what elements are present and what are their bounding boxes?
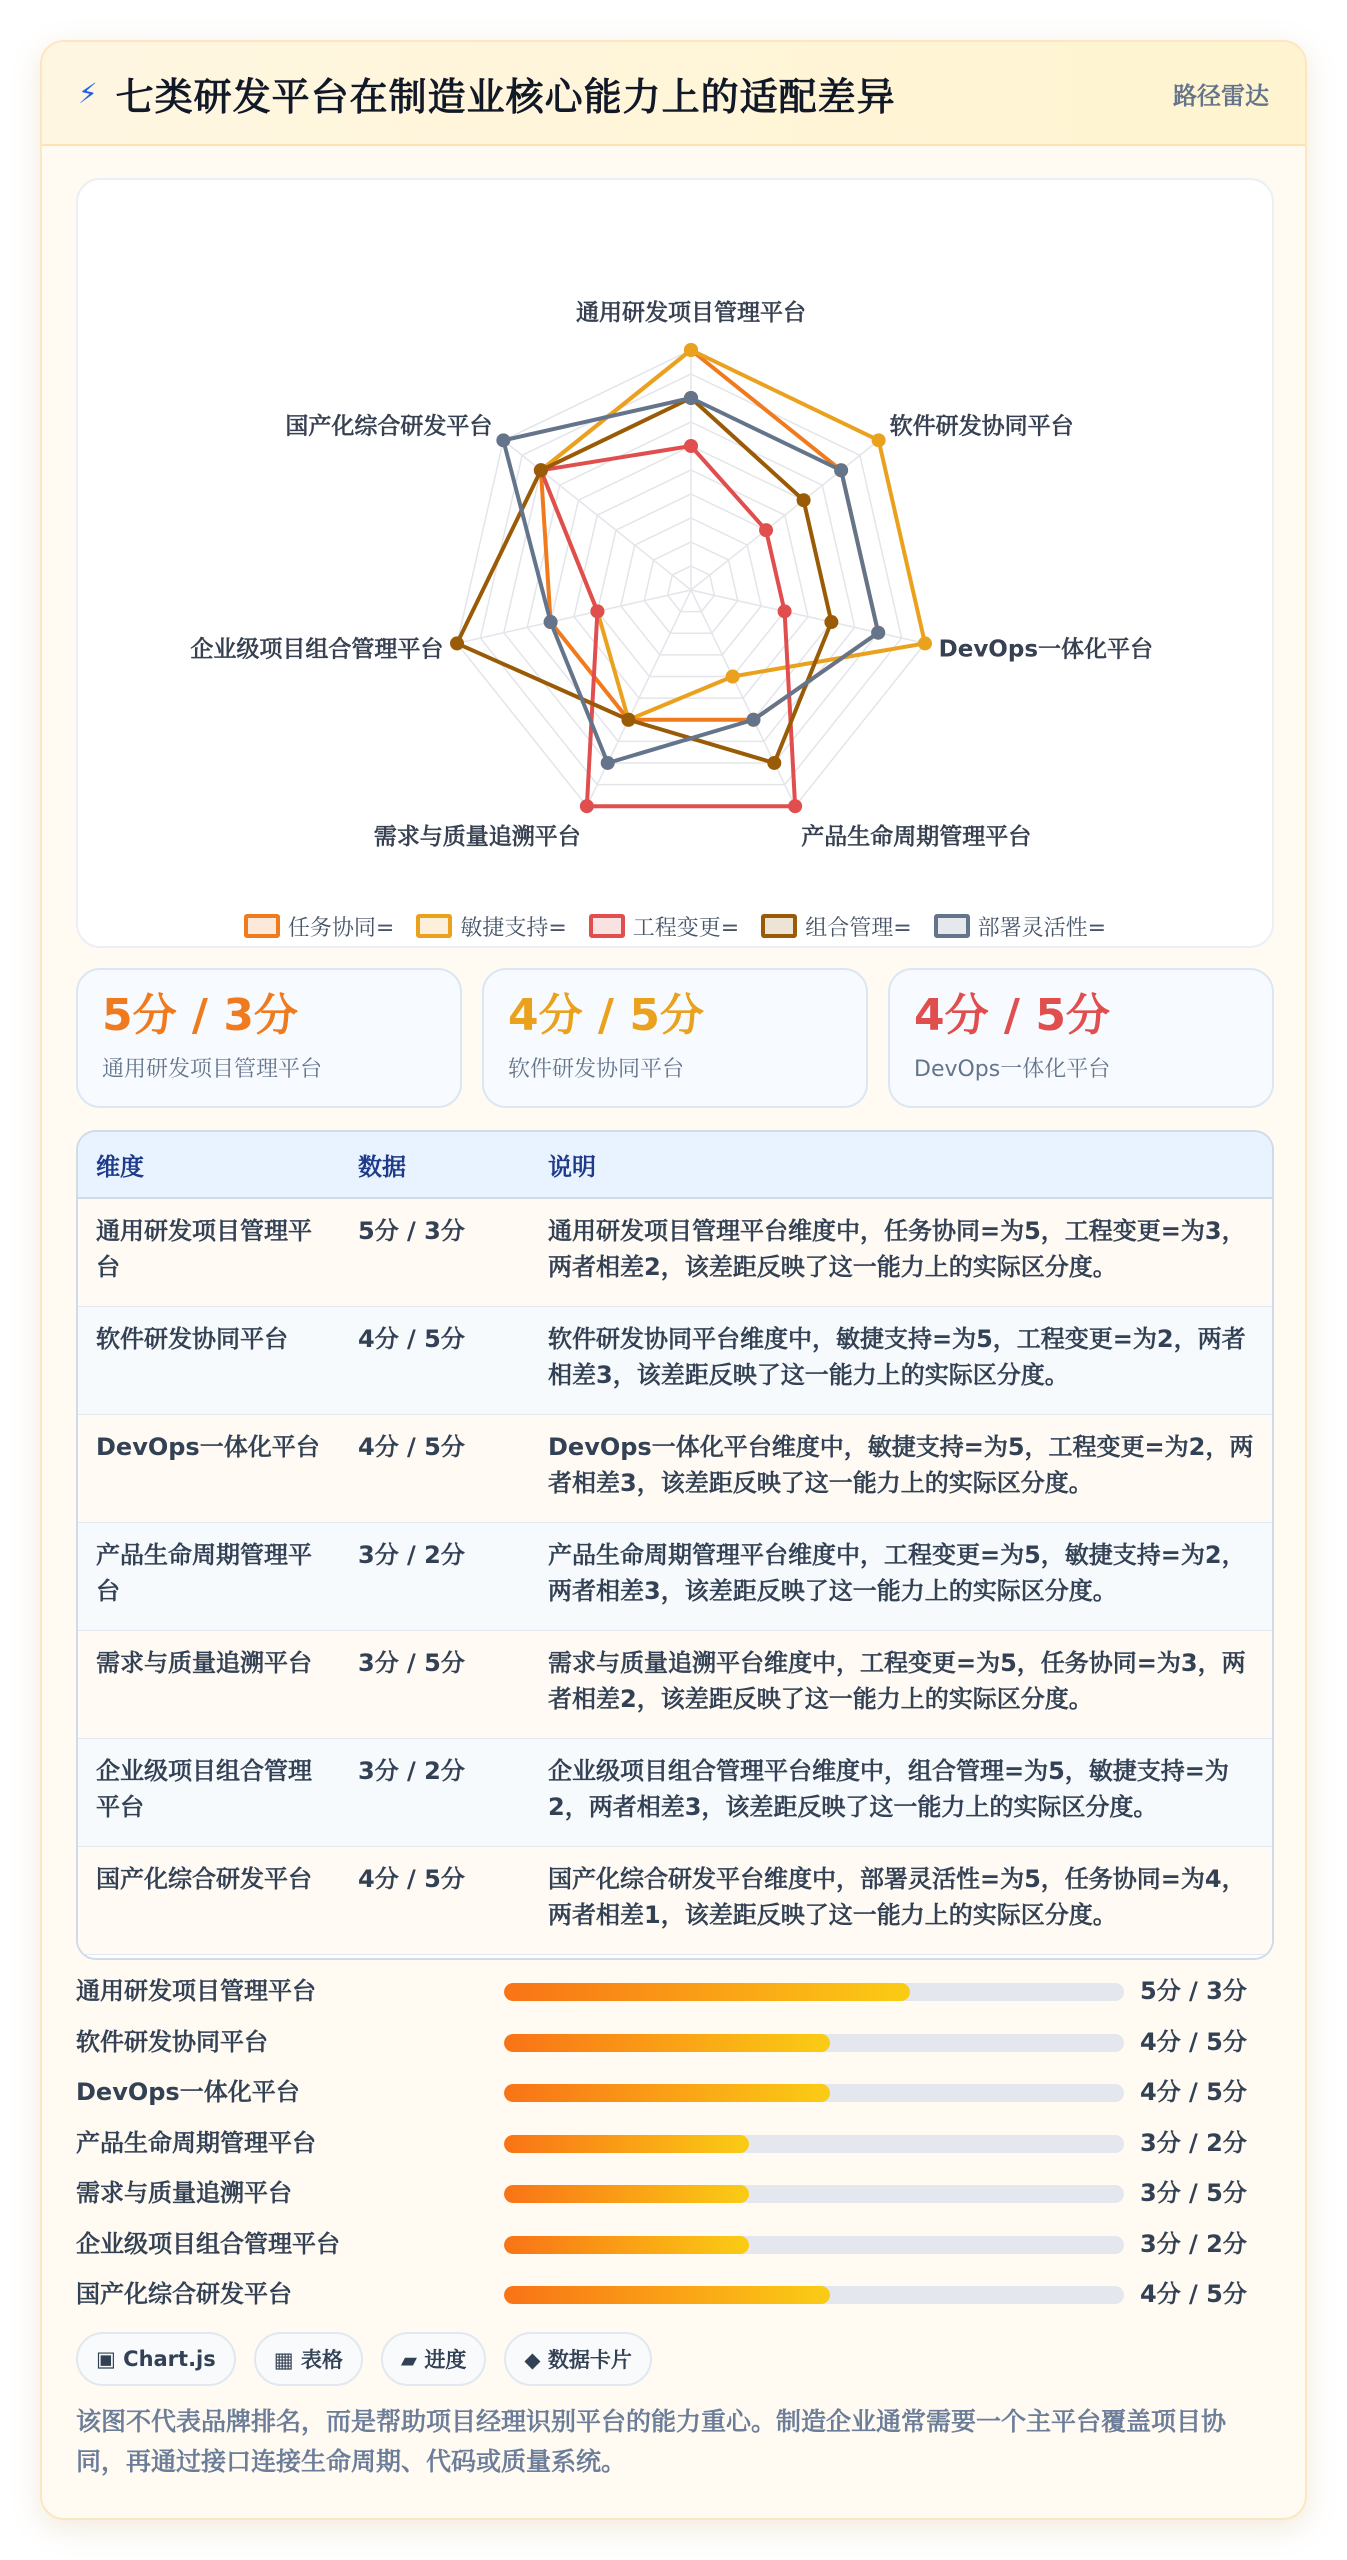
stat-cards [76,968,1274,1108]
progress-value: 4分 / 5分 [1140,2027,1247,2056]
table-cell: 产品生命周期管理平台维度中，工程变更=为5，敏捷支持=为2，两者相差3，该差距反映了这一能力上的实际区分度。 [530,1522,1272,1630]
progress-list [76,1974,1274,2314]
table-cell: 3分 / 2分 [340,1522,530,1630]
table-row [78,1198,1272,1306]
progress-row [76,2126,1274,2160]
legend-item[interactable] [589,911,739,942]
data-point [544,615,558,629]
legend-item[interactable] [244,911,394,942]
table-cell: 软件研发协同平台 [78,1306,340,1414]
data-point [684,439,698,453]
data-point [824,615,838,629]
data-table [76,1130,1274,1960]
radar-panel [76,178,1274,948]
feature-chip[interactable]: ◆ 数据卡片 [504,2332,651,2386]
data-point [684,391,698,405]
axis-label: 产品生命周期管理平台 [801,823,1032,850]
progress-label: DevOps一体化平台 [76,2078,300,2106]
series-line [541,350,925,720]
header-tag: 路径雷达 [1173,81,1269,110]
progress-row [76,2277,1274,2311]
legend-swatch [589,914,625,938]
progress-value: 3分 / 2分 [1140,2229,1247,2258]
progress-row [76,2176,1274,2210]
legend-swatch [416,914,452,938]
grid-spoke [457,590,691,643]
feature-chip[interactable]: ▣ Chart.js [76,2332,236,2386]
table-cell: 需求与质量追溯平台维度中，工程变更=为5，任务协同=为3，两者相差2，该差距反映了这一能力上的实际区分度。 [530,1630,1272,1738]
progress-row [76,2227,1274,2261]
progress-label: 产品生命周期管理平台 [76,2128,316,2157]
table-cell: 企业级项目组合管理平台 [78,1738,340,1846]
progress-fill [504,2185,749,2203]
axis-label: 需求与质量追溯平台 [373,823,581,850]
progress-fill [504,2236,749,2254]
report-card [40,40,1307,2520]
lightning-icon: ⚡ [78,76,98,110]
progress-value: 5分 / 3分 [1140,1977,1247,2005]
legend-label: 部署灵活性= [977,915,1107,941]
progress-row [76,2025,1274,2059]
table-header-row [78,1132,1272,1198]
data-point [872,433,886,447]
table-cell: DevOps一体化平台 [78,1414,340,1522]
feature-chip[interactable]: ▰ 进度 [381,2332,486,2386]
stat-value: 4分 / 5分 [508,990,704,1041]
table-cell: 产品生命周期管理平台 [78,1522,340,1630]
progress-value: 3分 / 2分 [1140,2128,1247,2157]
data-point [797,493,811,507]
legend-item[interactable] [416,911,566,942]
progress-value: 4分 / 5分 [1140,2078,1247,2106]
progress-row [76,2075,1274,2109]
legend-label: 组合管理= [805,915,912,941]
progress-value: 3分 / 5分 [1140,2179,1247,2207]
table-row [78,1738,1272,1846]
table-header: 数据 [340,1132,530,1198]
data-point [767,756,781,770]
data-point [622,713,636,727]
data-point [834,463,848,477]
progress-label: 国产化综合研发平台 [76,2280,292,2308]
legend-label: 敏捷支持= [460,915,567,941]
data-point [778,604,792,618]
progress-track [504,2135,1124,2153]
table-cell: 4分 / 5分 [340,1846,530,1954]
footnote: 该图不代表品牌排名，而是帮助项目经理识别平台的能力重心。制造企业通常需要一个主平台覆盖项目协同，再通过接口连接生命周期、代码或质量系统。 [76,2407,1227,2476]
chart-legend [78,910,1272,942]
stat-label: DevOps一体化平台 [914,1057,1111,1082]
data-point [590,604,604,618]
feature-chips [76,2332,652,2386]
legend-item[interactable] [934,911,1106,942]
stat-value: 4分 / 5分 [914,990,1110,1041]
axis-label: 软件研发协同平台 [889,413,1074,440]
data-point [496,433,510,447]
table-cell: 5分 / 3分 [340,1198,530,1306]
data-point [871,626,885,640]
axis-label: 企业级项目组合管理平台 [190,636,444,663]
stat-card [888,968,1274,1108]
progress-row [76,1974,1274,2008]
grid-spoke [691,590,925,643]
progress-fill [504,2084,830,2102]
progress-label: 软件研发协同平台 [76,2027,268,2056]
progress-value: 4分 / 5分 [1140,2280,1247,2308]
table-header: 说明 [530,1132,1272,1198]
table-cell: 国产化综合研发平台 [78,1846,340,1954]
stat-label: 软件研发协同平台 [508,1057,685,1082]
legend-label: 任务协同= [287,915,395,941]
progress-track [504,2236,1124,2254]
data-point [746,713,760,727]
progress-track [504,2034,1124,2052]
page-title: 七类研发平台在制造业核心能力上的适配差异 [115,74,896,119]
data-point [759,523,773,537]
table-header: 维度 [78,1132,340,1198]
progress-label: 需求与质量追溯平台 [76,2179,292,2207]
stat-card [76,968,462,1108]
table-row [78,1522,1272,1630]
progress-track [504,2084,1124,2102]
table-cell: 4分 / 5分 [340,1306,530,1414]
table-cell: DevOps一体化平台维度中，敏捷支持=为5，工程变更=为2，两者相差3，该差距反映了这一能力上的实际区分度。 [530,1414,1272,1522]
axis-label: 通用研发项目管理平台 [576,300,806,326]
stat-value: 5分 / 3分 [102,990,298,1041]
data-point [684,343,698,357]
axis-label: DevOps一体化平台 [938,636,1154,663]
progress-label: 企业级项目组合管理平台 [76,2229,340,2258]
table-cell: 软件研发协同平台维度中，敏捷支持=为5，工程变更=为2，两者相差3，该差距反映了这一能力上的实际区分度。 [530,1306,1272,1414]
progress-track [504,2185,1124,2203]
radar-chart [78,180,1276,900]
table-cell: 需求与质量追溯平台 [78,1630,340,1738]
axis-label: 国产化综合研发平台 [285,413,493,440]
progress-track [504,1983,1124,2001]
legend-item[interactable] [761,911,911,942]
legend-swatch [761,914,797,938]
progress-fill [504,1983,910,2001]
progress-fill [504,2135,749,2153]
table-row [78,1630,1272,1738]
table-cell: 国产化综合研发平台维度中，部署灵活性=为5，任务协同=为4，两者相差1，该差距反映了这一能力上的实际区分度。 [530,1846,1272,1954]
progress-fill [504,2034,830,2052]
data-point [788,799,802,813]
stat-card [482,968,868,1108]
progress-label: 通用研发项目管理平台 [76,1977,316,2005]
data-point [601,756,615,770]
table-cell: 3分 / 5分 [340,1630,530,1738]
table-row [78,1414,1272,1522]
legend-label: 工程变更= [632,915,740,941]
table-row [78,1846,1272,1954]
data-point [534,463,548,477]
table-cell: 3分 / 2分 [340,1738,530,1846]
table-cell: 企业级项目组合管理平台维度中，组合管理=为5，敏捷支持=为2，两者相差3，该差距反映了这一能力上的实际区分度。 [530,1738,1272,1846]
card-header [42,42,1305,146]
data-point [726,669,740,683]
progress-fill [504,2286,830,2304]
data-point [918,636,932,650]
progress-track [504,2286,1124,2304]
feature-chip[interactable]: ▦ 表格 [254,2332,363,2386]
stat-label: 通用研发项目管理平台 [102,1057,323,1082]
table-cell: 通用研发项目管理平台 [78,1198,340,1306]
legend-swatch [244,914,280,938]
table-row [78,1306,1272,1414]
data-point [580,799,594,813]
table-cell: 4分 / 5分 [340,1414,530,1522]
table-cell: 通用研发项目管理平台维度中，任务协同=为5，工程变更=为3，两者相差2，该差距反映了这一能力上的实际区分度。 [530,1198,1272,1306]
data-point [450,636,464,650]
legend-swatch [934,914,970,938]
